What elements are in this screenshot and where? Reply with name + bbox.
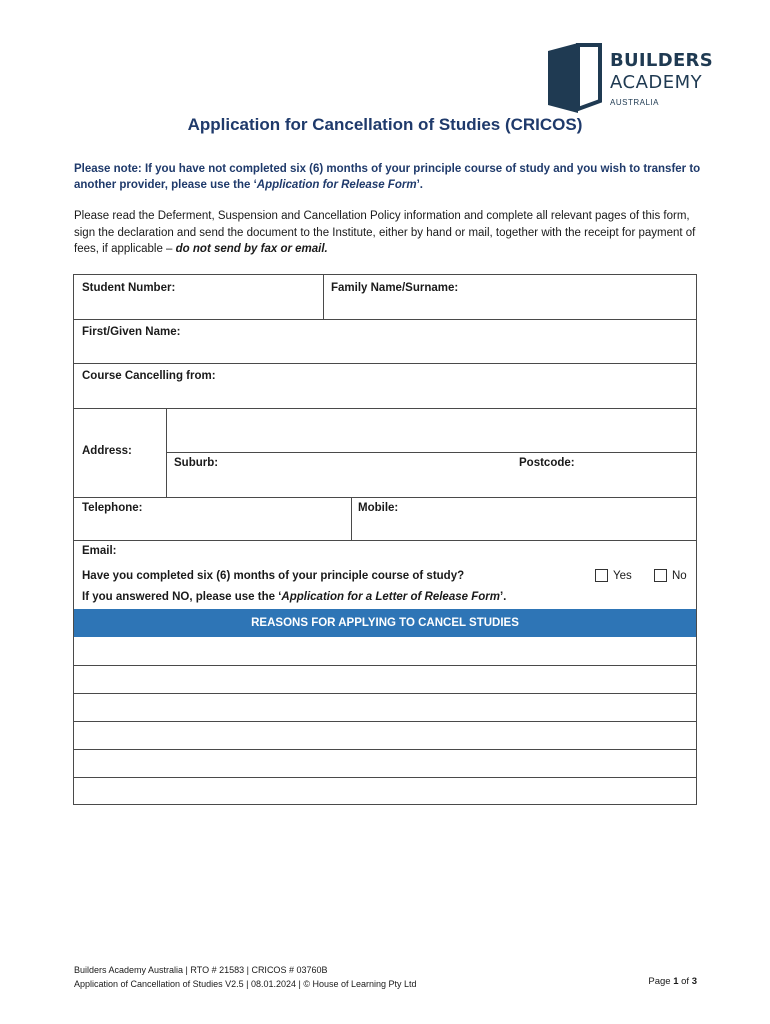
page-current: 1 [673,976,679,987]
first-name-label: First/Given Name: [82,326,181,338]
logo-text-builders: BUILDERS [610,50,713,71]
logo-text-academy: ACADEMY [610,72,703,93]
course-field[interactable] [74,364,697,408]
intro-text: Please read the Deferment, Suspension and Cancellation Policy information and complete all relevant pages of this form, sign the declaration and send the document to the Institute, either by hand or mail, together with the receipt for payment of fees, if applicable – [74,210,696,255]
email-field[interactable] [134,541,697,561]
reason-line-2[interactable] [74,666,696,694]
transfer-note [74,161,704,193]
address-label: Address: [82,445,132,457]
page-footer [74,963,417,991]
instruction-text: If you answered NO, please use the ‘ [82,591,282,603]
intro-emphasis: do not send by fax or email. [175,243,328,255]
suburb-label: Suburb: [174,457,219,469]
first-name-field[interactable] [74,320,697,363]
reason-line-4[interactable] [74,722,696,750]
instruction-suffix: ’. [499,591,507,603]
intro-paragraph [74,208,704,258]
family-name-label: Family Name/Surname: [331,282,459,294]
page-number [648,976,697,987]
application-form [73,274,697,805]
page-title: Application for Cancellation of Studies (CRICOS) [187,115,583,134]
yes-checkbox[interactable] [595,569,608,582]
no-checkbox[interactable] [654,569,667,582]
mobile-field[interactable] [352,498,697,540]
postcode-label: Postcode: [519,457,575,469]
student-number-field[interactable] [74,275,323,319]
footer-line-2: Application of Cancellation of Studies V2.5 | 08.01.2024 | © House of Learning Pty Ltd [74,979,417,989]
page-mid: of [678,976,692,987]
reasons-header: REASONS FOR APPLYING TO CANCEL STUDIES [74,609,696,637]
page-prefix: Page [648,976,674,987]
page-total: 3 [691,976,697,987]
logo-text-australia: AUSTRALIA [610,98,659,107]
logo-mark-icon [548,43,604,113]
suburb-field[interactable] [167,453,507,497]
reason-line-1[interactable] [74,637,696,665]
note-suffix: ’. [416,179,423,191]
footer-line-1: Builders Academy Australia | RTO # 21583 | CRICOS # 03760B [74,965,328,975]
email-label: Email: [82,545,117,557]
instruction-form-name: Application for a Letter of Release Form [281,591,500,603]
release-form-instruction [82,591,506,603]
address-field[interactable] [167,409,697,452]
telephone-field[interactable] [74,498,351,540]
student-number-label: Student Number: [82,282,176,294]
yes-label: Yes [613,570,632,582]
reason-line-6[interactable] [74,778,696,806]
note-form-link: Application for Release Form [256,179,417,191]
mobile-label: Mobile: [358,502,399,514]
postcode-field[interactable] [579,453,697,497]
course-label: Course Cancelling from: [82,370,216,382]
note-text: Please note: If you have not completed six (6) months of your principle course of study and you wish to transfer to another provider, please use the ‘ [74,163,701,191]
reason-line-5[interactable] [74,750,696,778]
telephone-label: Telephone: [82,502,143,514]
six-months-question: Have you completed six (6) months of your principle course of study? [82,570,465,582]
reason-line-3[interactable] [74,694,696,722]
family-name-field[interactable] [324,275,697,319]
builders-academy-logo [548,43,713,113]
no-label: No [672,570,687,582]
